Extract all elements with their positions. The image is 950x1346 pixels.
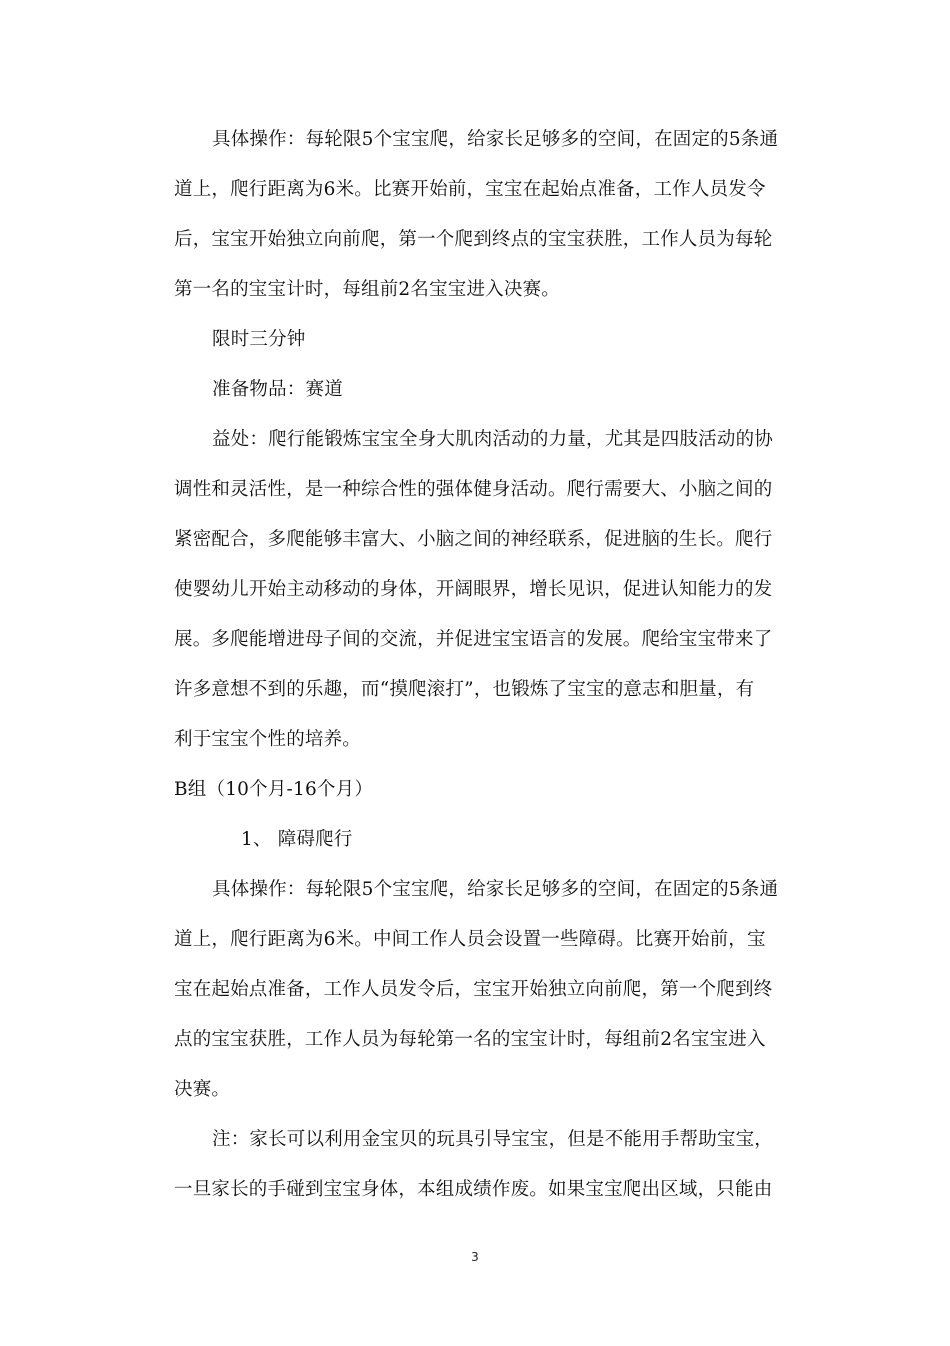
paragraph-line: 一旦家长的手碰到宝宝身体，本组成绩作废。如果宝宝爬出区域，只能由 <box>174 1179 773 1200</box>
paragraph-line: 益处：爬行能锻炼宝宝全身大肌肉活动的力量，尤其是四肢活动的协 <box>212 429 774 450</box>
paragraph-line: 展。多爬能增进母子间的交流，并促进宝宝语言的发展。爬给宝宝带来了 <box>174 629 773 650</box>
paragraph-line: 后，宝宝开始独立向前爬，第一个爬到终点的宝宝获胜，工作人员为每轮 <box>174 229 773 250</box>
paragraph-line: 道上，爬行距离为6米。比赛开始前，宝宝在起始点准备，工作人员发令 <box>174 179 766 200</box>
paragraph-line: 具体操作：每轮限5个宝宝爬，给家长足够多的空间，在固定的5条通 <box>212 129 779 150</box>
paragraph-line: 具体操作：每轮限5个宝宝爬，给家长足够多的空间，在固定的5条通 <box>212 879 779 900</box>
paragraph-line: 利于宝宝个性的培养。 <box>174 729 362 750</box>
paragraph-line: 限时三分钟 <box>212 329 306 350</box>
paragraph-line: 点的宝宝获胜，工作人员为每轮第一名的宝宝计时，每组前2名宝宝进入 <box>174 1029 766 1050</box>
paragraph-line: 使婴幼儿开始主动移动的身体，开阔眼界，增长见识，促进认知能力的发 <box>174 579 773 600</box>
paragraph-line: 调性和灵活性，是一种综合性的强体健身活动。爬行需要大、小脑之间的 <box>174 479 773 500</box>
paragraph-line: 宝在起始点准备，工作人员发令后，宝宝开始独立向前爬，第一个爬到终 <box>174 979 773 1000</box>
paragraph-line: 决赛。 <box>174 1079 231 1100</box>
paragraph-line: 注：家长可以利用金宝贝的玩具引导宝宝，但是不能用手帮助宝宝， <box>212 1129 774 1150</box>
paragraph-line: 许多意想不到的乐趣，而“摸爬滚打”，也锻炼了宝宝的意志和胆量，有 <box>174 679 755 700</box>
section-heading: B组（10个月-16个月） <box>174 779 374 800</box>
paragraph-line: 紧密配合，多爬能够丰富大、小脑之间的神经联系，促进脑的生长。爬行 <box>174 529 773 550</box>
paragraph-line: 准备物品：赛道 <box>212 379 343 400</box>
paragraph-line: 第一名的宝宝计时，每组前2名宝宝进入决赛。 <box>174 279 560 300</box>
list-item-heading: 1、 障碍爬行 <box>241 829 353 850</box>
paragraph-line: 道上，爬行距离为6米。中间工作人员会设置一些障碍。比赛开始前，宝 <box>174 929 766 950</box>
page-number: 3 <box>471 1250 479 1264</box>
